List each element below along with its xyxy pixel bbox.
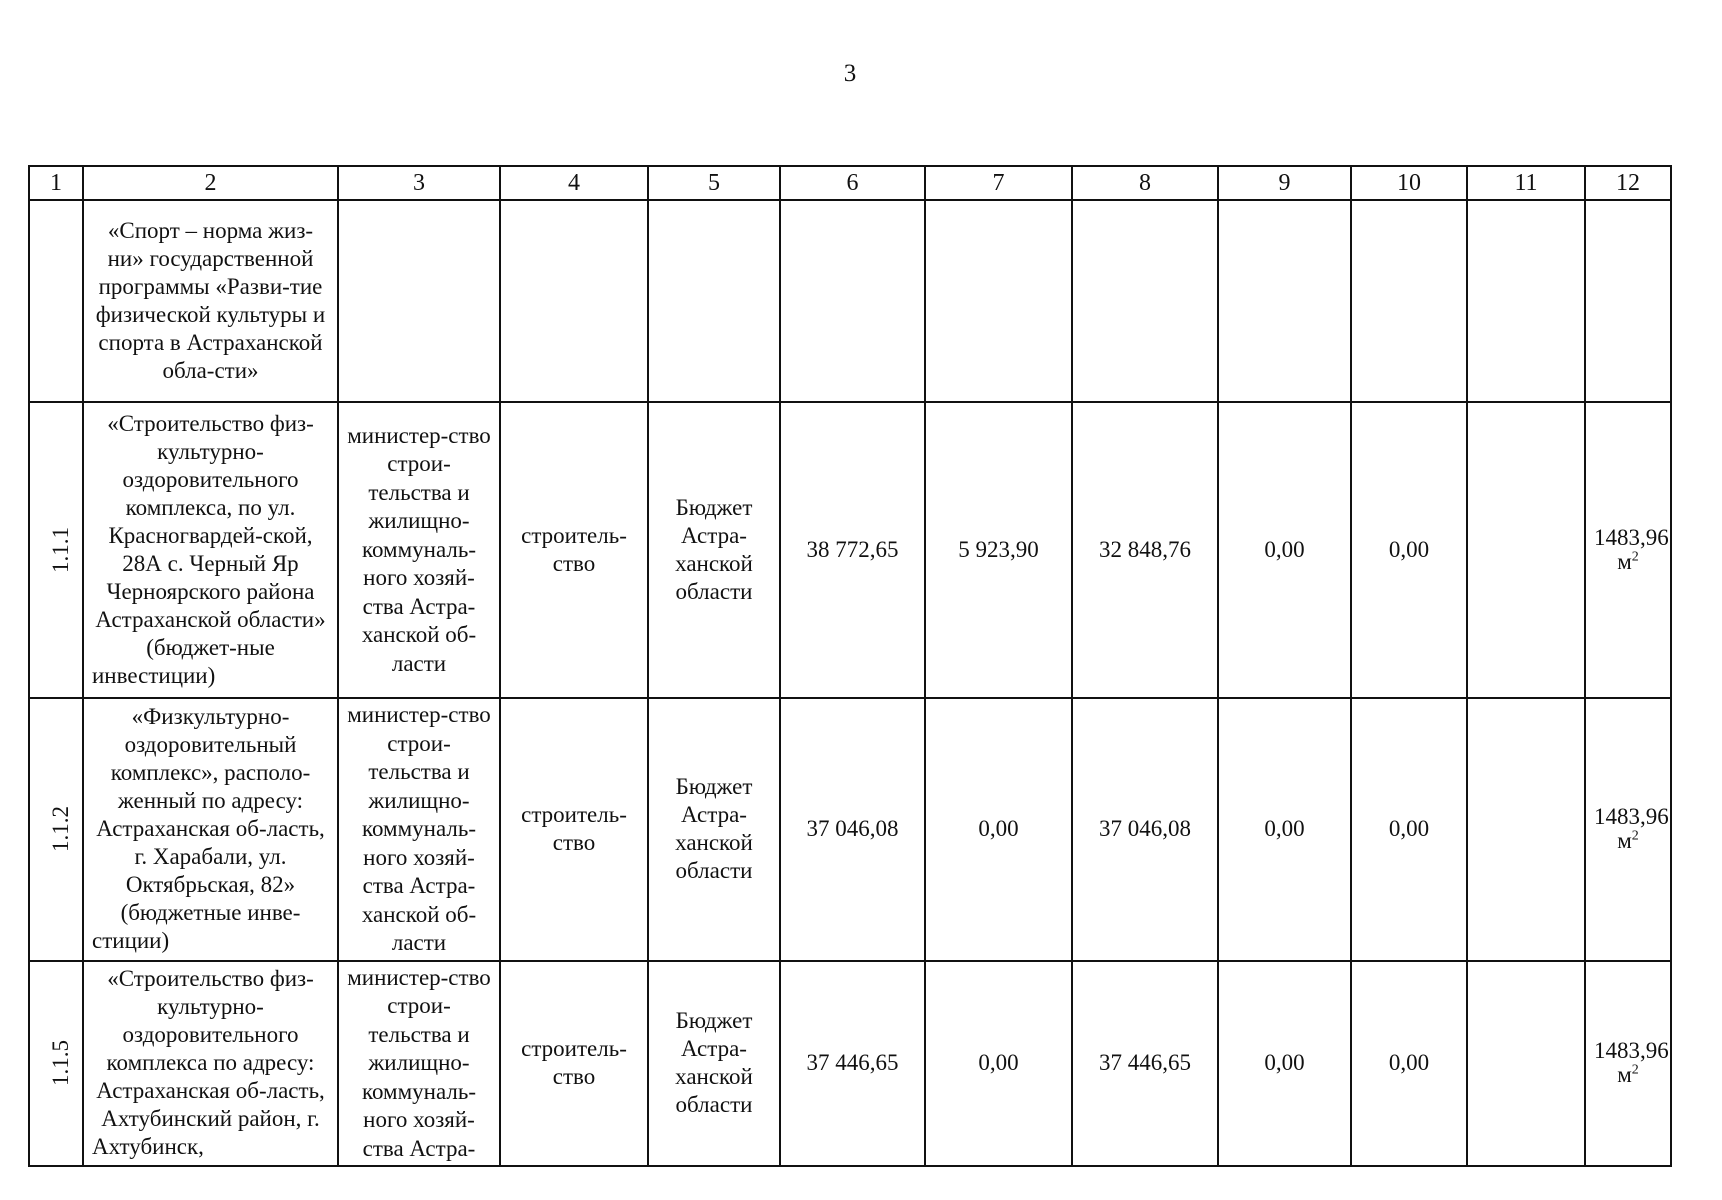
table-row bbox=[29, 961, 1671, 1167]
page-number: 3 bbox=[843, 60, 857, 87]
description-cell: «Строительство физ-культурно-оздоровительного комплекса, по ул. Красногвардей-ской, 28А с. Черный Яр Черноярского района Астраханской области» (бюджет-ные инвестиции) bbox=[83, 402, 338, 698]
capacity-cell bbox=[1585, 200, 1671, 402]
work-type-cell: строитель-ство bbox=[500, 402, 648, 698]
source-cell: Бюджет Астра-ханской области bbox=[648, 961, 780, 1167]
row-number-cell bbox=[29, 961, 83, 1167]
description-cell: «Спорт – норма жиз-ни» государственной программы «Разви-тие физической культуры и спорта в Астраханской обла-сти» bbox=[83, 200, 338, 402]
header-cell: 5 bbox=[648, 166, 780, 200]
header-cell: 3 bbox=[338, 166, 500, 200]
header-cell: 1 bbox=[29, 166, 83, 200]
table-row bbox=[29, 200, 1671, 402]
header-cell: 4 bbox=[500, 166, 648, 200]
value-cell: 37 446,65 bbox=[780, 961, 925, 1167]
value-cell: 0,00 bbox=[1218, 698, 1351, 961]
table-row bbox=[29, 402, 1671, 698]
value-cell: 0,00 bbox=[925, 698, 1072, 961]
table-row bbox=[29, 698, 1671, 961]
value-cell bbox=[1467, 698, 1585, 961]
value-cell bbox=[1467, 200, 1585, 402]
capacity-unit: $м^2$ bbox=[1617, 549, 1639, 574]
value-cell bbox=[1351, 200, 1467, 402]
row-number: 1.1.1 bbox=[48, 527, 73, 573]
header-cell: 12 bbox=[1585, 166, 1671, 200]
value-cell: 37 046,08 bbox=[780, 698, 925, 961]
capacity-cell bbox=[1585, 402, 1671, 698]
work-type-cell: строитель-ство bbox=[500, 698, 648, 961]
header-cell: 9 bbox=[1218, 166, 1351, 200]
responsible-cell: министер-ство строи-тельства и жилищно-коммуналь-ного хозяй-ства Астра-ханской об-ласти bbox=[338, 698, 500, 961]
header-cell: 7 bbox=[925, 166, 1072, 200]
value-cell bbox=[925, 200, 1072, 402]
capacity-value: 1483,96 bbox=[1594, 525, 1669, 550]
value-cell bbox=[1218, 200, 1351, 402]
row-number-cell bbox=[29, 402, 83, 698]
row-number-cell bbox=[29, 698, 83, 961]
row-number: 1.1.2 bbox=[48, 806, 73, 853]
value-cell bbox=[780, 200, 925, 402]
value-cell bbox=[1072, 200, 1218, 402]
description-cell: «Строительство физ-культурно-оздоровительного комплекса по адресу: Астраханская об-ласть, Ахтубинский район, г. Ахтубинск, bbox=[83, 961, 338, 1167]
header-cell: 10 bbox=[1351, 166, 1467, 200]
header-cell: 8 bbox=[1072, 166, 1218, 200]
value-cell: 37 446,65 bbox=[1072, 961, 1218, 1167]
row-number-cell bbox=[29, 200, 83, 402]
value-cell: 37 046,08 bbox=[1072, 698, 1218, 961]
value-cell: 0,00 bbox=[1351, 698, 1467, 961]
description-cell: «Физкультурно-оздоровительный комплекс», располо-женный по адресу: Астраханская об-ласть, г. Харабали, ул. Октябрьская, 82» (бюджетные инве-стиции) bbox=[83, 698, 338, 961]
value-cell bbox=[1467, 961, 1585, 1167]
responsible-cell: министер-ство строи-тельства и жилищно-коммуналь-ного хозяй-ства Астра-ханской об-ласти bbox=[338, 402, 500, 698]
value-cell: 38 772,65 bbox=[780, 402, 925, 698]
source-cell: Бюджет Астра-ханской области bbox=[648, 402, 780, 698]
value-cell: 0,00 bbox=[925, 961, 1072, 1167]
value-cell: 0,00 bbox=[1218, 402, 1351, 698]
header-row bbox=[29, 166, 1671, 200]
value-cell: 32 848,76 bbox=[1072, 402, 1218, 698]
value-cell: 0,00 bbox=[1218, 961, 1351, 1167]
capacity-value: 1483,96 bbox=[1594, 804, 1669, 830]
value-cell: 0,00 bbox=[1351, 402, 1467, 698]
value-cell: 0,00 bbox=[1351, 961, 1467, 1167]
header-cell: 2 bbox=[83, 166, 338, 200]
row-number: 1.1.5 bbox=[48, 1040, 73, 1087]
budget-table bbox=[28, 165, 1672, 1167]
capacity-cell bbox=[1585, 961, 1671, 1167]
capacity-cell bbox=[1585, 698, 1671, 961]
responsible-cell: министер-ство строи-тельства и жилищно-коммуналь-ного хозяй-ства Астра- bbox=[338, 961, 500, 1167]
work-type-cell bbox=[500, 200, 648, 402]
value-cell: 5 923,90 bbox=[925, 402, 1072, 698]
source-cell: Бюджет Астра-ханской области bbox=[648, 698, 780, 961]
header-cell: 6 bbox=[780, 166, 925, 200]
header-cell: 11 bbox=[1467, 166, 1585, 200]
capacity-unit: $м^2$ bbox=[1617, 828, 1639, 854]
value-cell bbox=[1467, 402, 1585, 698]
responsible-cell bbox=[338, 200, 500, 402]
source-cell bbox=[648, 200, 780, 402]
capacity-unit: $м^2$ bbox=[1617, 1062, 1639, 1088]
capacity-value: 1483,96 bbox=[1594, 1038, 1669, 1064]
work-type-cell: строитель-ство bbox=[500, 961, 648, 1167]
